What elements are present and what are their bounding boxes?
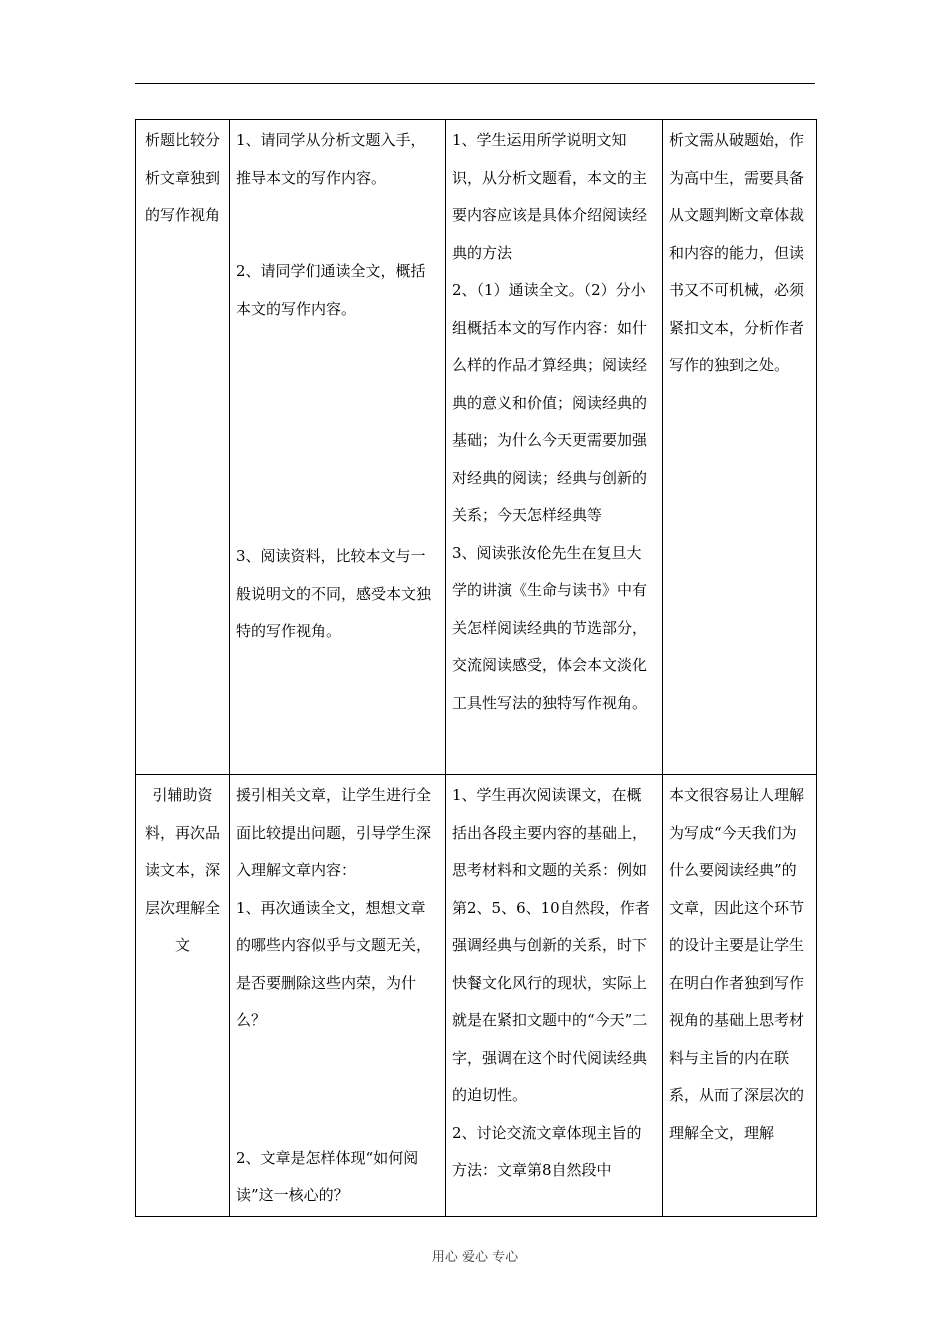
- student-step-1: 1、学生再次阅读课文，在概括出各段主要内容的基础上，思考材料和文题的关系：例如第2、5、6、10自然段，作者强调经典与创新的关系，时下快餐文化风行的现状，实际上就是在紧扣文题中的“今天”二字，强调在这个时代阅读经典的迫切性。: [452, 786, 650, 1104]
- student-step-2: 2、讨论交流文章体现主旨的方法：文章第8自然段中: [452, 1123, 642, 1179]
- intent-text: 析文需从破题始，作为高中生，需要具备从文题判断文章体裁和内容的能力，但读书又不可机械，必须紧扣文本，分析作者写作的独到之处。: [669, 131, 805, 374]
- student-step-3: 3、阅读张汝伦先生在复旦大学的讲演《生命与读书》中有关怎样阅读经典的节选部分，交流阅读感受，体会本文淡化工具性写法的独特写作视角。: [452, 543, 648, 712]
- student-cell: [446, 120, 663, 775]
- stage-text: 析题比较分析文章独到的写作视角: [144, 131, 220, 224]
- teacher-cell: [230, 120, 446, 775]
- page-footer: 用心 爱心 专心: [431, 1250, 519, 1265]
- table-row: [136, 120, 817, 775]
- stage-cell: [136, 120, 230, 775]
- student-step-1: 1、学生运用所学说明文知识，从分析文题看，本文的主要内容应该是具体介绍阅读经典的方法: [452, 131, 648, 262]
- lesson-table: [135, 119, 817, 1217]
- teacher-step-1: 1、请同学从分析文题入手，推导本文的写作内容。: [236, 131, 426, 187]
- intent-cell: [663, 120, 817, 775]
- intent-cell: [663, 775, 817, 1217]
- intent-text: 本文很容易让人理解为写成“今天我们为什么要阅读经典”的文章，因此这个环节的设计主要是让学生在明白作者独到写作视角的基础上思考材料与主旨的内在联系，从而了深层次的理解全文，理解: [669, 786, 805, 1142]
- teacher-cell: [230, 775, 446, 1217]
- teacher-step-2: 2、请同学们通读全文，概括本文的写作内容。: [236, 262, 426, 318]
- student-step-2: 2、（1）通读全文。（2）分小组概括本文的写作内容：如什么样的作品才算经典；阅读经典的意义和价值；阅读经典的基础；为什么今天更需要加强对经典的阅读；经典与创新的关系；今天怎样经典等: [452, 281, 648, 524]
- teacher-step-2: 2、文章是怎样体现“如何阅读”这一核心的？: [236, 1148, 419, 1204]
- stage-cell: [136, 775, 230, 1217]
- stage-text: 引辅助资料，再次品读文本，深层次理解全文: [144, 786, 220, 954]
- table-row: [136, 775, 817, 1217]
- teacher-step-3: 3、阅读资料，比较本文与一般说明文的不同，感受本文独特的写作视角。: [236, 547, 432, 640]
- student-cell: [446, 775, 663, 1217]
- header-rule: [135, 83, 815, 84]
- teacher-step-1: 1、再次通读全文，想想文章的哪些内容似乎与文题无关，是否要删除这些内荣，为什么？: [236, 898, 432, 1029]
- teacher-intro: 援引相关文章，让学生进行全面比较提出问题，引导学生深入理解文章内容：: [236, 786, 432, 879]
